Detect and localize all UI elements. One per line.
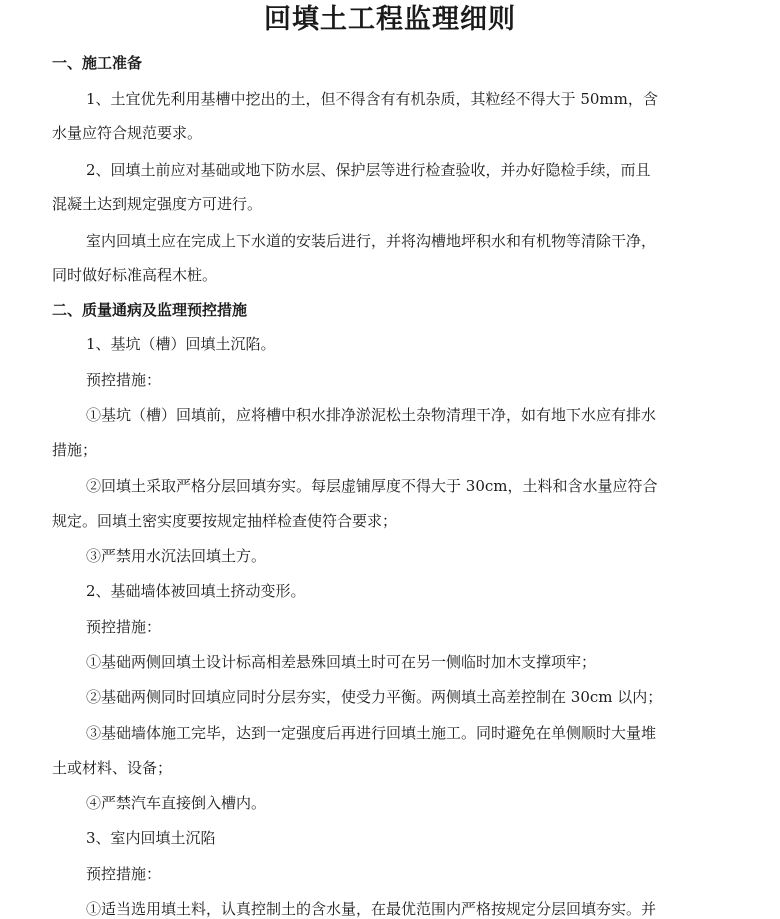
paragraph-line: 规定。回填土密实度要按规定抽样检查使符合要求； [52, 512, 398, 530]
paragraph-line: ②基础两侧同时回填应同时分层夯实，使受力平衡。两侧填土高差控制在 30cm 以内； [86, 688, 663, 706]
paragraph-line: 措施； [52, 441, 98, 459]
paragraph-line: 土或材料、设备； [52, 759, 173, 777]
paragraph-line: ①基坑（槽）回填前，应将槽中积水排净淤泥松土杂物清理干净，如有地下水应有排水 [86, 406, 657, 424]
paragraph-line: 2、基础墙体被回填土挤动变形。 [86, 582, 306, 600]
paragraph-line: ①基础两侧回填土设计标高相差悬殊回填土时可在另一侧临时加木支撑项牢； [86, 653, 597, 671]
paragraph-line: ①适当选用填土料，认真控制土的含水量，在最优范围内严格按规定分层回填夯实。并 [86, 900, 657, 918]
paragraph-line: 室内回填土应在完成上下水道的安装后进行，并将沟槽地坪积水和有机物等清除干净， [86, 232, 657, 250]
document-title: 回填土工程监理细则 [264, 4, 516, 35]
paragraph-line: ③严禁用水沉法回填土方。 [86, 547, 267, 565]
paragraph-line: 2、回填土前应对基础或地下防水层、保护层等进行检查验收，并办好隐检手续，而且 [86, 161, 651, 179]
paragraph-line: 3、室内回填土沉陷 [86, 829, 216, 847]
paragraph-line: ③基础墙体施工完毕，达到一定强度后再进行回填土施工。同时避免在单侧顺时大量堆 [86, 724, 657, 742]
section-heading-quality-control: 二、质量通病及监理预控措施 [52, 301, 248, 319]
paragraph-line: 预控措施： [86, 865, 162, 883]
paragraph-line: 混凝土达到规定强度方可进行。 [52, 195, 263, 213]
paragraph-line: 1、土宜优先利用基槽中挖出的土，但不得含有有机杂质，其粒经不得大于 50mm，含 [86, 90, 658, 108]
paragraph-line: ④严禁汽车直接倒入槽内。 [86, 794, 267, 812]
paragraph-line: 水量应符合规范要求。 [52, 124, 203, 142]
paragraph-line: 1、基坑（槽）回填土沉陷。 [86, 335, 276, 353]
paragraph-line: ②回填土采取严格分层回填夯实。每层虚铺厚度不得大于 30cm，土料和含水量应符合 [86, 477, 658, 495]
section-heading-preparation: 一、施工准备 [52, 54, 143, 72]
paragraph-line: 预控措施： [86, 371, 162, 389]
paragraph-line: 预控措施： [86, 618, 162, 636]
paragraph-line: 同时做好标准高程木桩。 [52, 266, 218, 284]
